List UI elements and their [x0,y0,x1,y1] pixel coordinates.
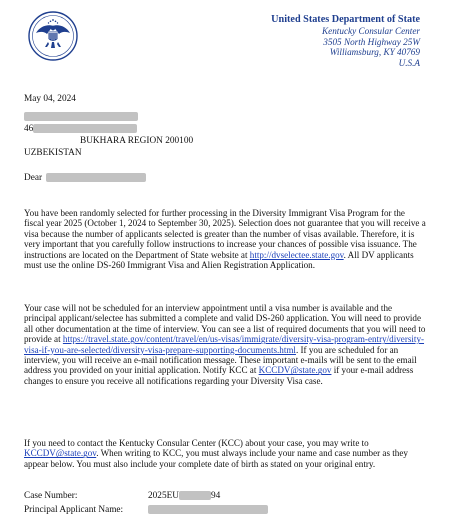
p1-text-b: . All DV applicants must use the online DS-260 Immigrant Visa and Alien Registration Application. [24,249,414,271]
redacted-name [24,112,138,121]
p3-text-b: . When writing to KCC, you must always include your name and case number as they appear below. You must also include your complete date of birth as stated on your original entry. [24,448,408,469]
department-of-state-seal [28,11,78,61]
address-line-1 [24,112,138,122]
dvselectee-link[interactable]: http://dvselectee.state.gov [249,249,344,260]
paragraph-contact [24,438,426,469]
address-number: 46 [24,124,34,134]
salutation-word: Dear [24,173,43,183]
address-line-2 [24,124,137,134]
department-name: United States Department of State [271,14,420,25]
redacted-recipient [46,173,146,182]
street-address: 3505 North Highway 25W [323,36,420,47]
case-number-value [148,491,220,501]
p1-text-a: You have been randomly selected for further processing in the Diversity Immigrant Visa Program for the fiscal year 2025 (October 1, 2024 to September 30, 2025). Selection does not guarantee that you will receive a visa because the number of applicants selected is greater than the number of visas available. Therefore, it is very important that you carefully follow instructions to increase your chances of possible visa issuance. The instructions are located on the Department of State website at [24,208,426,260]
p2-text-b: . If you are scheduled for an interview, you will receive an e-mail notification message. These important e-mails will be sent to the email address you provided on your initial application. Notify KCC at [24,344,417,376]
applicant-name-label: Principal Applicant Name: [24,505,124,515]
paragraph-selection [24,208,426,270]
redacted-applicant-name [148,505,268,514]
paragraph-interview [24,303,426,386]
city-address: Williamsburg, KY 40769 [329,47,420,58]
address-country: UZBEKISTAN [24,148,82,158]
redacted-case-digits [179,491,211,500]
kccdv-email-link-2[interactable]: KCCDV@state.gov [24,448,97,459]
p2-text-a: Your case will not be scheduled for an interview appointment until a visa number is available and the principal applicant/selectee has submitted a complete and valid DS-260 application. You will need to provide all other documentation at the time of interview. You can see a list of required documents that you will need to provide at [24,303,426,345]
redacted-street [33,124,137,133]
applicant-name-value [148,505,268,515]
supporting-documents-link[interactable]: https://travel.state.gov/content/travel/en/us-visas/immigrate/diversity-visa-program-entry/diversity-visa-if-you-are-selected/diversity-visa-prepare-supporting-documents.html [24,334,425,355]
p3-text-a: If you need to contact the Kentucky Consular Center (KCC) about your case, you may write to [24,438,369,448]
letter-date: May 04, 2024 [24,94,76,104]
office-name: Kentucky Consular Center [322,26,420,36]
letterhead [271,14,420,68]
salutation [24,173,146,183]
country-address: U.S.A [398,57,420,68]
p2-text-c: if your e-mail address changes to ensure you receive all notifications regarding your Diversity Visa case. [24,365,414,386]
address-region: BUKHARA REGION 200100 [80,136,194,146]
case-number-suffix: 94 [211,491,221,501]
case-number-prefix: 2025EU [148,491,179,501]
case-number-label: Case Number: [24,491,78,501]
kccdv-email-link[interactable]: KCCDV@state.gov [258,365,332,376]
